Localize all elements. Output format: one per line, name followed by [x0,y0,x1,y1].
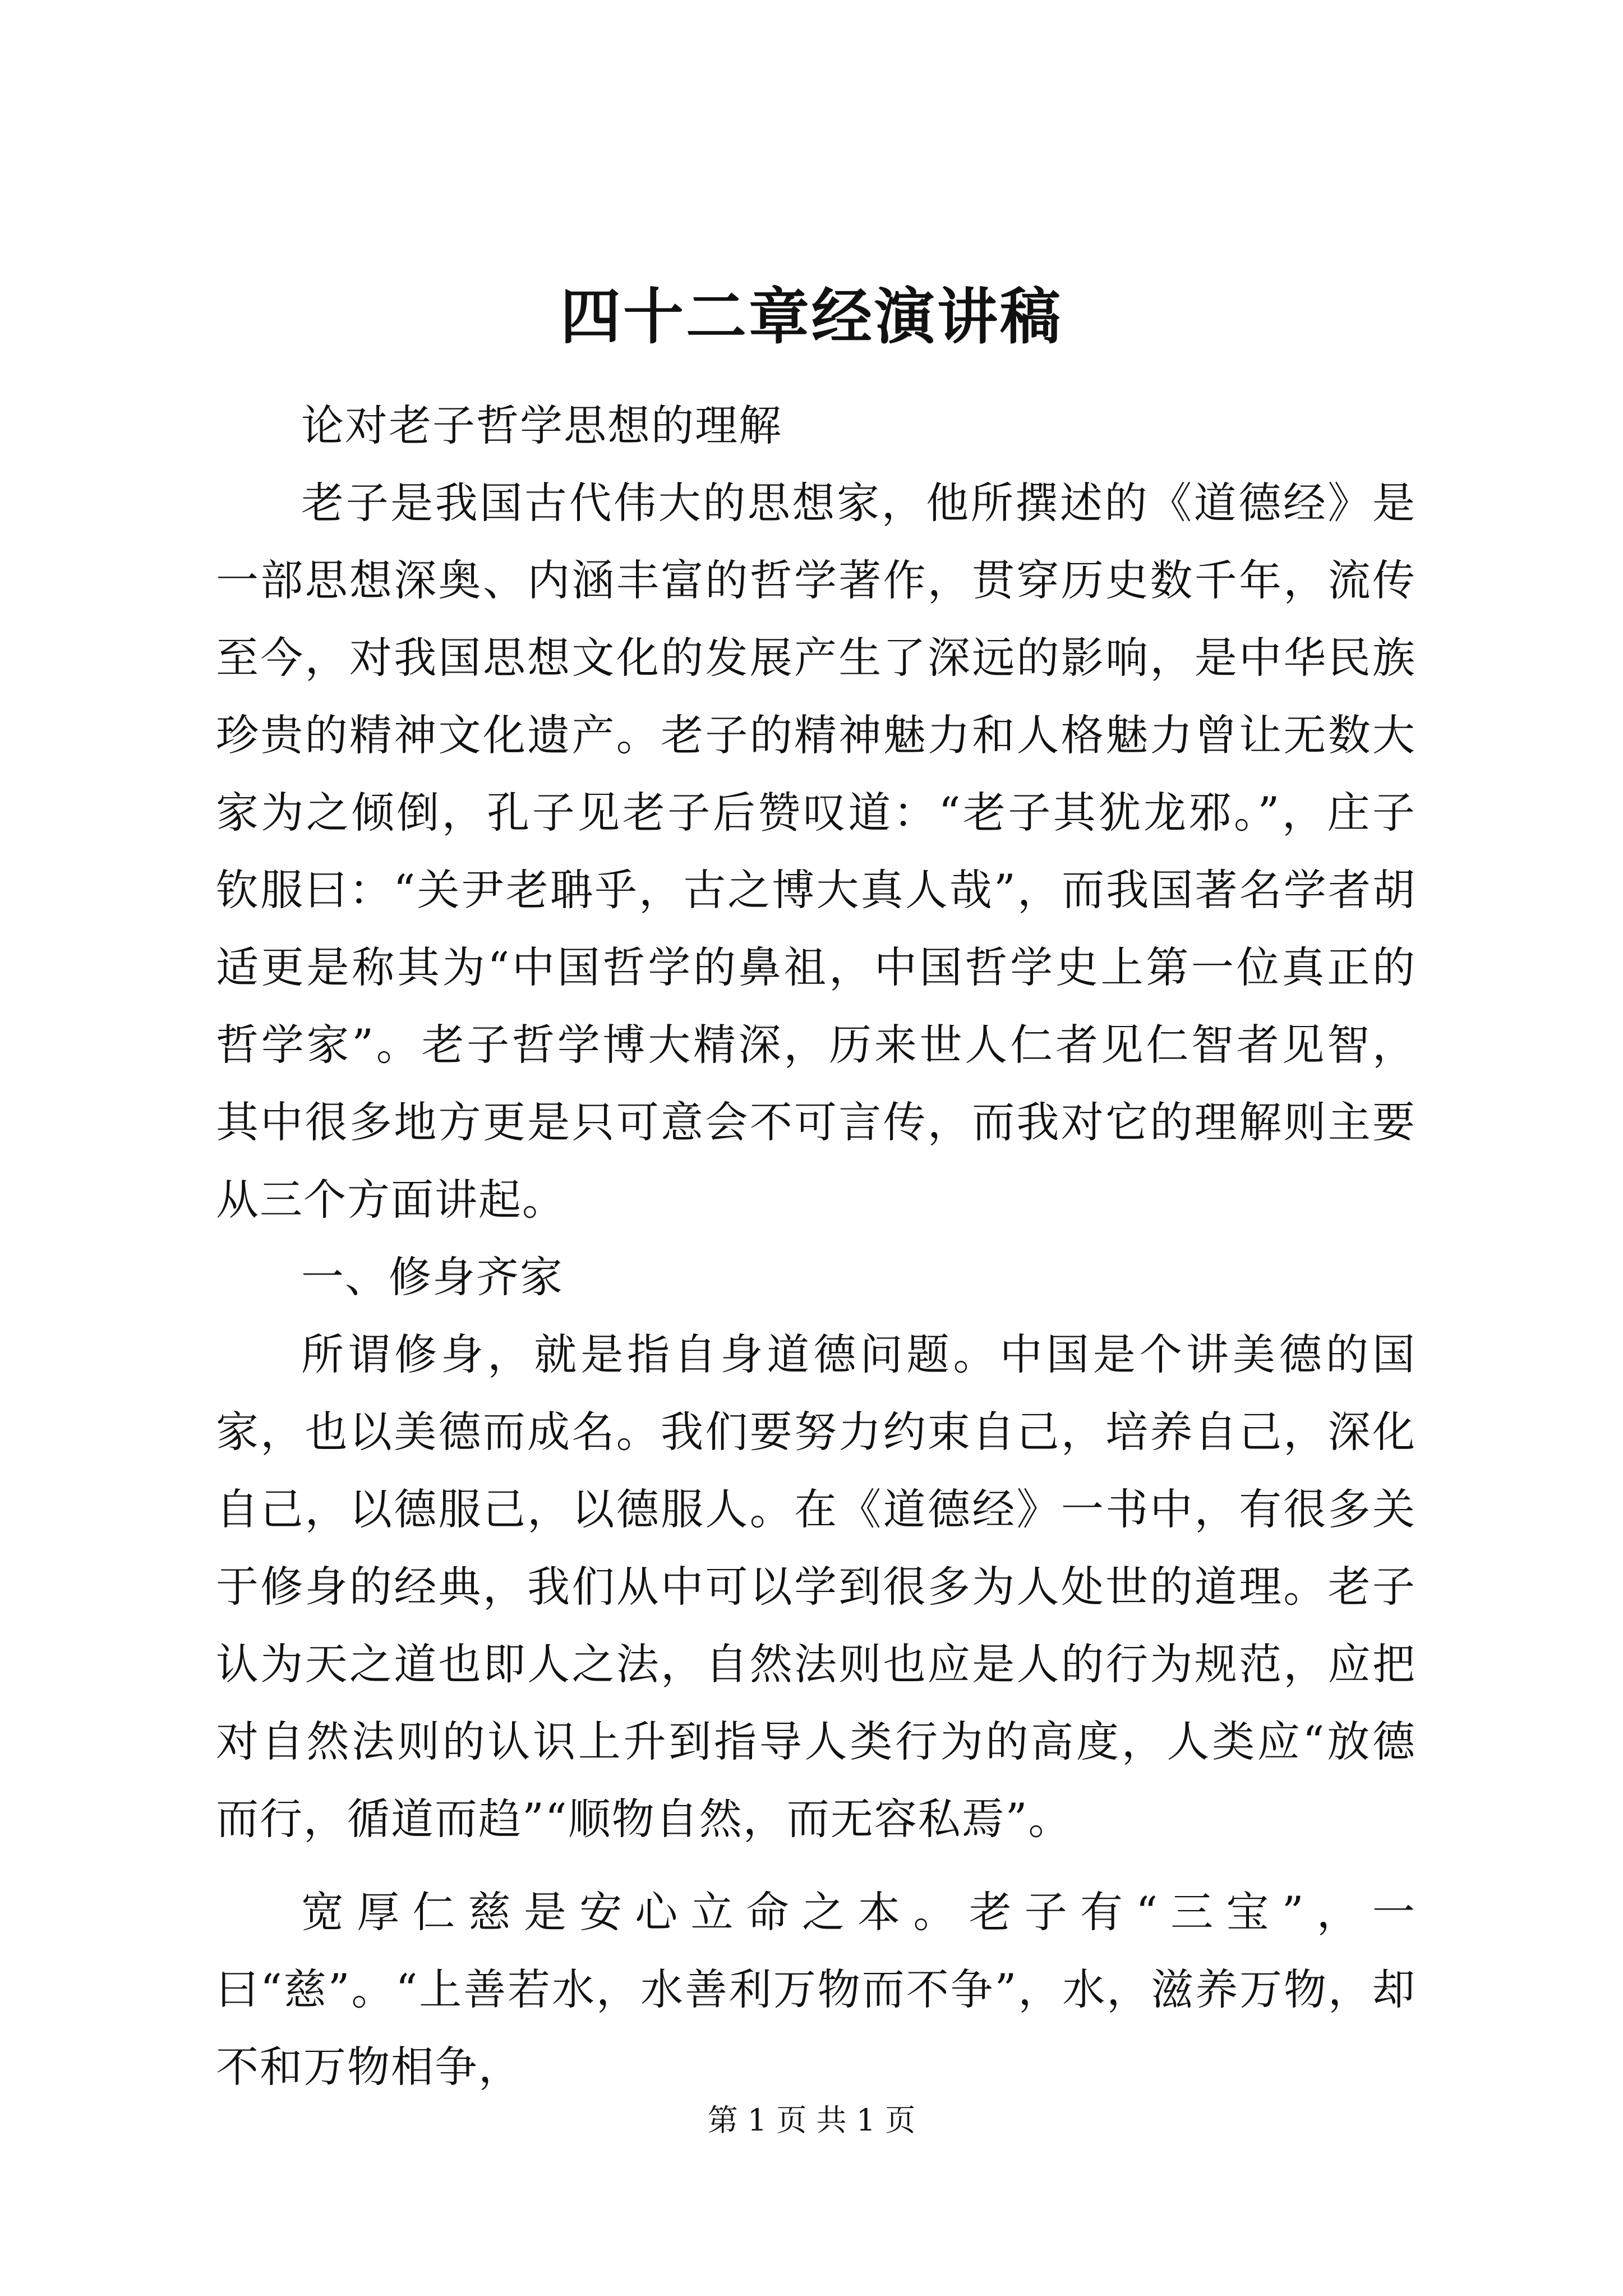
intro-paragraph: 老子是我国古代伟大的思想家，他所撰述的《道德经》是一部思想深奥、内涵丰富的哲学著作，贯穿历史数千年，流传至今，对我国思想文化的发展产生了深远的影响，是中华民族珍贵的精神文化遗产。老子的精神魅力和人格魅力曾让无数大家为之倾倒，孔子见老子后赞叹道：“老子其犹龙邪。”，庄子钦服曰：“关尹老聃乎，古之博大真人哉”，而我国著名学者胡适更是称其为“中国哲学的鼻祖，中国哲学史上第一位真正的哲学家”。老子哲学博大精深，历来世人仁者见仁智者见智，其中很多地方更是只可意会不可言传，而我对它的理解则主要从三个方面讲起。 [216,478,1416,1225]
subtitle-paragraph: 论对老子哲学思想的理解 [301,401,782,450]
page-footer: 第 1 页 共 1 页 [707,2102,916,2138]
body-paragraph: 宽厚仁慈是安心立命之本。老子有“三宝”，一曰“慈”。“上善若水，水善利万物而不争”，水，滋养万物，却不和万物相争， [216,1887,1416,2092]
body-paragraph: 所谓修身，就是指自身道德问题。中国是个讲美德的国家，也以美德而成名。我们要努力约束自己，培养自己，深化自己，以德服己，以德服人。在《道德经》一书中，有很多关于修身的经典，我们从中可以学到很多为人处世的道理。老子认为天之道也即人之法，自然法则也应是人的行为规范，应把对自然法则的认识上升到指导人类行为的高度，人类应“放德而行，循道而趋”“顺物自然，而无容私焉”。 [216,1329,1416,1844]
document-title: 四十二章经演讲稿 [560,282,1063,352]
document-body [216,387,1416,2106]
section-heading: 一、修身齐家 [301,1252,564,1302]
